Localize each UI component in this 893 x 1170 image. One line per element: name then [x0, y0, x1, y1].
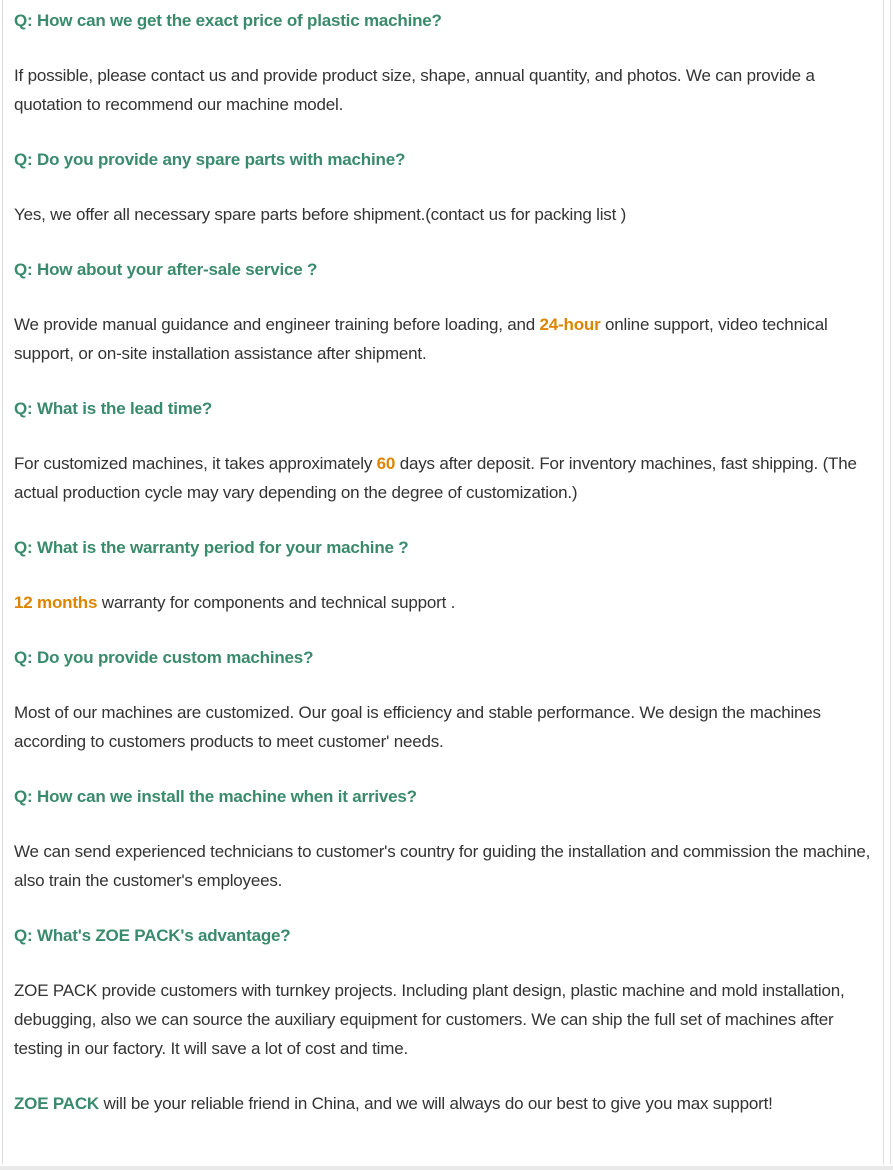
- bottom-divider: [0, 1166, 893, 1170]
- answer-text: warranty for components and technical support .: [97, 593, 456, 612]
- faq-question: Q: How can we install the machine when it arrives?: [14, 787, 417, 806]
- faq-answer: [14, 698, 873, 756]
- faq-answer: [14, 588, 873, 617]
- answer-text: Yes, we offer all necessary spare parts before shipment.(contact us for packing list ): [14, 205, 627, 224]
- page-right-rule: [890, 0, 891, 1164]
- faq-question: Q: What's ZOE PACK's advantage?: [14, 926, 291, 945]
- faq-closing: [14, 1089, 873, 1118]
- faq-question: Q: What is the lead time?: [14, 399, 213, 418]
- answer-text: ZOE PACK provide customers with turnkey projects. Including plant design, plastic machine and mold installation, debugging, also we can source the auxiliary equipment for customers. We can ship the full set of machines after testing in our factory. It will save a lot of cost and time.: [14, 981, 845, 1058]
- faq-question: Q: Do you provide any spare parts with machine?: [14, 150, 406, 169]
- highlight-text: 12 months: [14, 593, 98, 612]
- answer-text: Most of our machines are customized. Our goal is efficiency and stable performance. We design the machines according to customers products to meet customer' needs.: [14, 703, 821, 751]
- faq-answer: [14, 449, 873, 507]
- answer-text: For customized machines, it takes approximately: [14, 454, 377, 473]
- faq-answer: [14, 837, 873, 895]
- faq-answer: [14, 61, 873, 119]
- faq-question: Q: How about your after-sale service ?: [14, 260, 318, 279]
- brand-text: ZOE PACK: [14, 1094, 99, 1113]
- faq-content: [2, 0, 884, 1164]
- answer-text: will be your reliable friend in China, and we will always do our best to give you max support!: [98, 1094, 773, 1113]
- faq-answer: [14, 200, 873, 229]
- answer-text: days after deposit. For inventory machines, fast shipping. (The actual production cycle may vary depending on the degree of customization.): [14, 454, 857, 502]
- highlight-text: 24-hour: [539, 315, 601, 334]
- faq-answer: [14, 310, 873, 368]
- faq-question: Q: Do you provide custom machines?: [14, 648, 314, 667]
- faq-question: Q: How can we get the exact price of plastic machine?: [14, 11, 442, 30]
- answer-text: If possible, please contact us and provide product size, shape, annual quantity, and photos. We can provide a quotation to recommend our machine model.: [14, 66, 815, 114]
- answer-text: We can send experienced technicians to customer's country for guiding the installation and commission the machine, also train the customer's employees.: [14, 842, 871, 890]
- faq-question: Q: What is the warranty period for your machine ?: [14, 538, 409, 557]
- highlight-text: 60: [376, 454, 396, 473]
- faq-answer: [14, 976, 873, 1063]
- answer-text: We provide manual guidance and engineer training before loading, and: [14, 315, 540, 334]
- answer-text: online support, video technical support, or on-site installation assistance after shipment.: [14, 315, 828, 363]
